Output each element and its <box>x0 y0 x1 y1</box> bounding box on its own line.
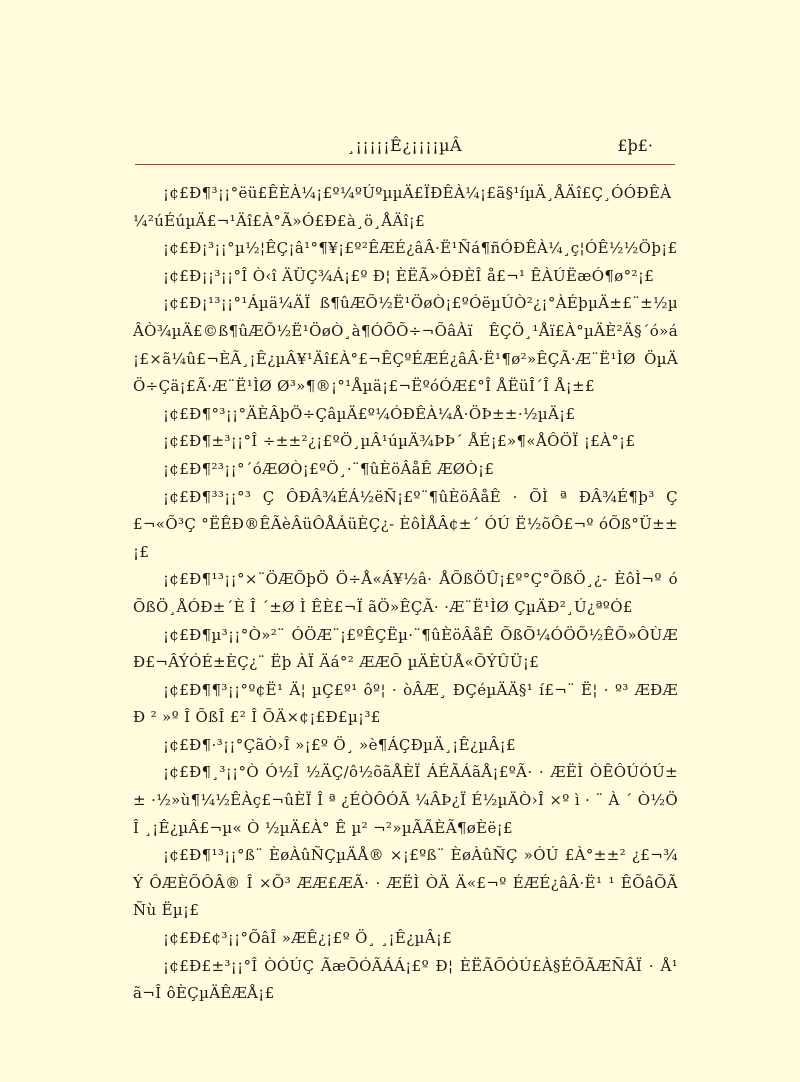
note-paragraph: ¡¢£Ð¡¹³¡¡°¹Áµä¼ÄÏ ß¶ûÆÕ½Ë¹ÖøÒ¡£ºÓëµÚÒ²¿¡°ÀÉþµÄ±£¨±½µÂÒ¾µÄ£©ß¶ûÆÕ½Ë¹ÖøÒ¸à¶ÓÕÕ÷¬ÕâÀï ÊÇÖ¸¹Åï£À°µÄÈ²Ä§´ó»á¡£×ã¼û£¬ÈÃ¸¡Ê¿µÂ¥¹Äî£À°£¬ÊÇºÉÆÉ¿âÂ·Ë¹¶ø²»ÊÇÃ·Æ¨Ë¹ÌØ ÖµÄÖ÷Çä¡£Ã·Æ¨Ë¹ÌØ Ø³»¶®¡°¹Åµä¡£¬ËºóÓÆ£°Î ÅËüÎ´Î Å¡±£ <box>133 294 678 396</box>
note-paragraph: ¡¢£Ð¶°³¡¡°ÄÈÂþÖ÷ÇâµÄ£º¼ÓÐÊÀ¼Å·ÖÞ±±·½µÄ¡£ <box>163 404 576 423</box>
note-paragraph: ¡¢£Ð¶³³¡¡°³ Ç ÔÐÂ¾ÉÁ½ëÑ¡£º¨¶ûÈöÂåÊ · ÕÌ ª ÐÂ¾É¶þ³ Ç £¬«Õ³Ç °ËÊÐ®ÊÃèÂüÔÅÁüÈÇ¿- ÈôÌÅÂ¢±´ ÓÚ Ë½õÔ£¬º óÕß°Ü±±¡£ <box>133 487 679 561</box>
page-number: £þ£· <box>617 136 653 155</box>
notes-body <box>133 180 678 1008</box>
note-paragraph: ¡¢£Ð¶¸³¡¡°Ò Ó½Î ½ÄÇ/ô½õãÅÈÏ ÁÉÃÁãÅ¡£ºÃ· · ÆËÌ ÒÊÔÚÓÚ±± ·½»ù¶¼½ÊÀç£¬ûÈÏ Î ª ¿ÉÒÔÓÃ ¼ÂÞ¿Ï É½µÄÒ›Î ×º ì · ¨ À ´ Ò½ÖÎ ¸¡Ê¿µÂ£¬µ« Ò ½µÄ£À° Ê µ² ¬²»µÃÃÈÃ¶øÈë¡£ <box>133 763 678 837</box>
note-paragraph: ¡¢£Ð¶¹³¡¡°ß¨ ÈøÀûÑÇµÄÅ® ×¡£ºß¨ ÈøÀûÑÇ »ÓÚ £À°±±² ¿£¬¾Ý ÔÆÈÕÔÂ® Î ×Õ³ ÆÆ£ÆÃ· · ÆËÌ ÒÄ Ä«£¬º ÉÆÉ¿âÂ·Ë¹ ¹ ÊÕâÕÃÑù Ëµ¡£ <box>133 846 678 920</box>
note-paragraph: ¡¢£Ð¶¹³¡¡°×¨ÖÆÕþÖ Ö÷Å«Á¥½â· ÅÕßÖÛ¡£º°Ç°ÕßÖ¸¿- ÈôÌ¬º óÕßÖ¸ÅÓÐ±´È Î ´±Ø Ì ÊÈ£¬Ï ãÖ»ÊÇÃ· ·Æ¨Ë¹ÌØ ÇµÄÐ²¸Ú¿ªºÓ£ <box>133 570 678 616</box>
note-paragraph: ¡¢£Ð¶²³¡¡°´óÆØÒ¡£ºÖ¸·¨¶ûÈöÂåÊ ÆØÒ¡£ <box>163 459 495 478</box>
note-paragraph: ¡¢£Ð¶·³¡¡°ÇãÒ›Î »¡£º Ö¸ »è¶ÁÇÐµÄ¸¡Ê¿µÂ¡£ <box>163 735 516 754</box>
note-paragraph: ¡¢£Ð¡³¡¡°µ½¦ÊÇ¡â¹°¶¥¡£º²ÊÆÉ¿âÂ·Ë¹Ñá¶ñÓÐÊÀ¼¸ç¦ÓÊ½½Öþ¡£ <box>163 239 678 258</box>
note-paragraph: ¡¢£Ð£±³¡¡°Î ÒÓÚÇ ÃæÕÓÃÁÁ¡£º Ð¦ ÈËÃÕÓÚ£À§ÉÕÃÆÑÂÏ · Å¹ ã¬Î ôÈÇµÄÊÆÅ¡£ <box>133 956 678 1003</box>
note-paragraph: ¡¢£Ð¶³¡¡°ëü£ÊÈÀ¼¡£º¼ºÚºµµÄ£ÏÐÊÀ¼¡£ã§¹íµÄ¸ÅÄî£Ç¸ÓÓÐÊÀ¼²úÉúµÄ£¬¹Äî£À°Ã»Ó£Ð£à¸ö¸ÅÄî¡£ <box>133 184 672 230</box>
note-paragraph: ¡¢£Ð¶±³¡¡°Î ÷±±²¿¡£ºÖ¸µÂ¹úµÄ¾ÞÞ´ ÅÉ¡£»¶«ÅÔÖÏ ¡£À°¡£ <box>163 432 636 451</box>
note-paragraph: ¡¢£Ð£¢³¡¡°ÕâÎ »ÆÊ¿¡£º Ö¸ ¸¡Ê¿µÂ¡£ <box>163 929 453 948</box>
note-paragraph: ¡¢£Ð¶µ³¡¡°Ò»²¨ ÓÖÆ¨¡£ºÊÇËµ·¨¶ûÈöÂåÊ ÕßÕ¼ÓÖÕ½ÊÕ»ÔÙÆÐ£¬ÂÝÓÉ±ÈÇ¿¨ Ëþ ÀÏ Äá°² ÆÆÕ µÄÈÙÅ«ÕÝÛÜ¡£ <box>133 625 678 672</box>
header-title: ¸¡¡¡¡¡Ê¿¡¡¡¡µÂ <box>347 136 463 155</box>
running-header <box>135 130 675 165</box>
note-paragraph: ¡¢£Ð¡¡³¡¡°Î Ò‹î ÄÜÇ¾Á¡£º Ð¦ ÈËÃ»ÓÐÈÎ å£¬¹ ÊÀÚËæÓ¶ø°²¡£ <box>163 266 655 285</box>
note-paragraph: ¡¢£Ð¶¶³¡¡°º¢Ë¹ Ä¦ µÇ£º¹ ôº¦ · òÂÆ¸ ÐÇéµÄÄ§¹ í£¬¨ Ë¦ · º³ ÆÐÆÐ ² »º Î ÕßÎ £² Î ÕÄ×¢¡£Ð£µ¡³£ <box>133 680 678 727</box>
